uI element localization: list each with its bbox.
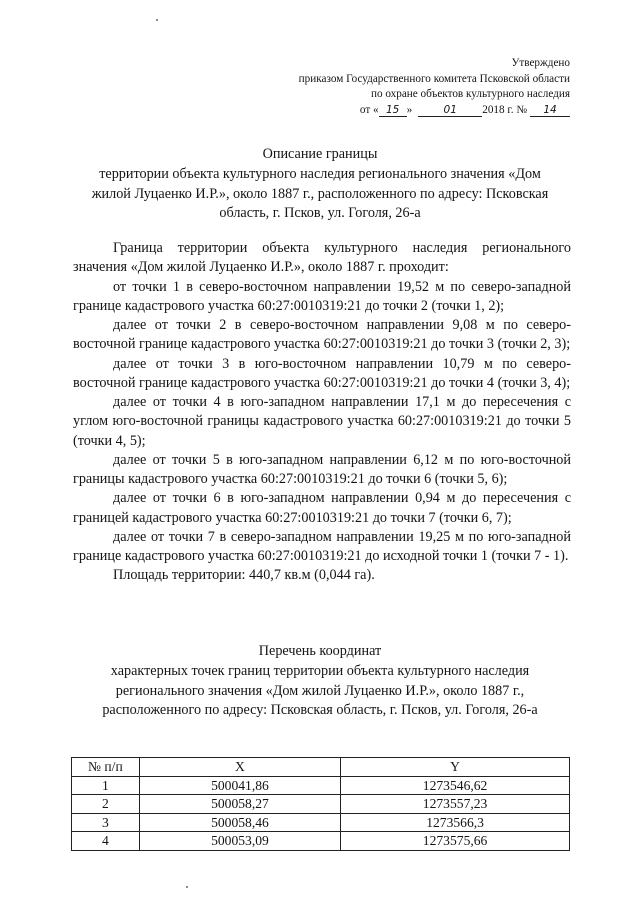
coordinates-subtitle-line: характерных точек границ территории объекта культурного наследия	[110, 662, 530, 679]
description-subtitle-line: область, г. Псков, ул. Гоголя, 26-а	[219, 205, 421, 222]
date-day: 15	[379, 104, 407, 117]
cell-number: 4	[72, 832, 140, 851]
area-paragraph: Площадь территории: 440,7 кв.м (0,044 га).	[113, 567, 375, 584]
description-heading	[60, 145, 580, 224]
boundary-segment-paragraph: далее от точки 3 в юго-восточном направлении 10,79 м по северо-восточной границе кадастрового участка 60:27:0010319:21 до точки 4 (точки 3, 4);	[73, 355, 571, 391]
order-number: 14	[530, 104, 570, 117]
date-prefix: от «	[359, 103, 379, 116]
scan-speck	[156, 19, 158, 21]
table-row	[72, 813, 570, 832]
table-row	[72, 832, 570, 851]
coordinates-title: Перечень координат	[258, 643, 382, 659]
boundary-segment-paragraph: далее от точки 2 в северо-восточном направлении 9,08 м по северо-восточной границе кадастрового участка 60:27:0010319:21 до точки 3 (точки 2, 3);	[73, 317, 571, 353]
approval-date-line	[250, 103, 570, 119]
boundary-segment-paragraph: далее от точки 7 в северо-западном направлении 19,25 м по юго-западной границе кадастрового участка 60:27:0010319:21 до исходной точки 1 (точки 7 - 1).	[73, 528, 571, 564]
boundary-segment-paragraph: далее от точки 6 в юго-западном направлении 0,94 м до пересечения с границей кадастрового участка 60:27:0010319:21 до точки 7 (точки 6, 7);	[73, 490, 571, 526]
approval-block	[250, 56, 570, 118]
approval-committee: по охране объектов культурного наследия	[370, 88, 570, 100]
header-y: Y	[341, 758, 570, 777]
cell-number: 2	[72, 795, 140, 814]
description-title: Описание границы	[262, 146, 378, 162]
coordinates-subtitle-line: расположенного по адресу: Псковская область, г. Псков, ул. Гоголя, 26-а	[102, 702, 538, 719]
cell-number: 3	[72, 813, 140, 832]
cell-y: 1273566,3	[341, 813, 570, 832]
table-header-row	[72, 758, 570, 777]
date-mid: »	[406, 103, 413, 116]
cell-y: 1273557,23	[341, 795, 570, 814]
cell-y: 1273546,62	[341, 776, 570, 795]
boundary-segment-paragraph: от точки 1 в северо-восточном направлении 19,52 м по северо-западной границе кадастрового участка 60:27:0010319:21 до точки 2 (точки 1, 2);	[73, 278, 571, 314]
coordinates-table	[71, 757, 570, 851]
boundary-description	[73, 239, 571, 586]
approval-order: приказом Государственного комитета Псковской области	[298, 72, 570, 85]
cell-x: 500053,09	[139, 832, 340, 851]
table-row	[72, 795, 570, 814]
boundary-segment-paragraph: далее от точки 4 в юго-западном направлении 17,1 м до пересечения с углом юго-восточной границы кадастрового участка 60:27:0010319:21 до точки 5 (точки 4, 5);	[73, 394, 571, 449]
cell-x: 500041,86	[139, 776, 340, 795]
description-subtitle-line: территории объекта культурного наследия регионального значения «Дом	[99, 165, 541, 182]
cell-number: 1	[72, 776, 140, 795]
table-row	[72, 776, 570, 795]
coordinates-subtitle-line: регионального значения «Дом жилой Луцаенко И.Р.», около 1887 г.,	[115, 682, 525, 699]
approval-title: Утверждено	[511, 57, 570, 69]
cell-x: 500058,27	[139, 795, 340, 814]
intro-paragraph: Граница территории объекта культурного наследия регионального значения «Дом жилой Луцаенко И.Р.», около 1887 г. проходит:	[73, 240, 571, 276]
date-year: 2018 г. №	[482, 103, 527, 116]
cell-x: 500058,46	[139, 813, 340, 832]
coordinates-heading	[60, 642, 580, 721]
header-x: X	[139, 758, 340, 777]
boundary-segment-paragraph: далее от точки 5 в юго-западном направлении 6,12 м по юго-восточной границы кадастрового участка 60:27:0010319:21 до точки 6 (точки 5, 6);	[73, 451, 571, 487]
description-subtitle-line: жилой Луцаенко И.Р.», около 1887 г., расположенного по адресу: Псковская	[91, 185, 549, 202]
cell-y: 1273575,66	[341, 832, 570, 851]
header-number: № п/п	[72, 758, 140, 777]
date-month: 01	[418, 104, 482, 117]
scan-speck	[186, 886, 188, 888]
